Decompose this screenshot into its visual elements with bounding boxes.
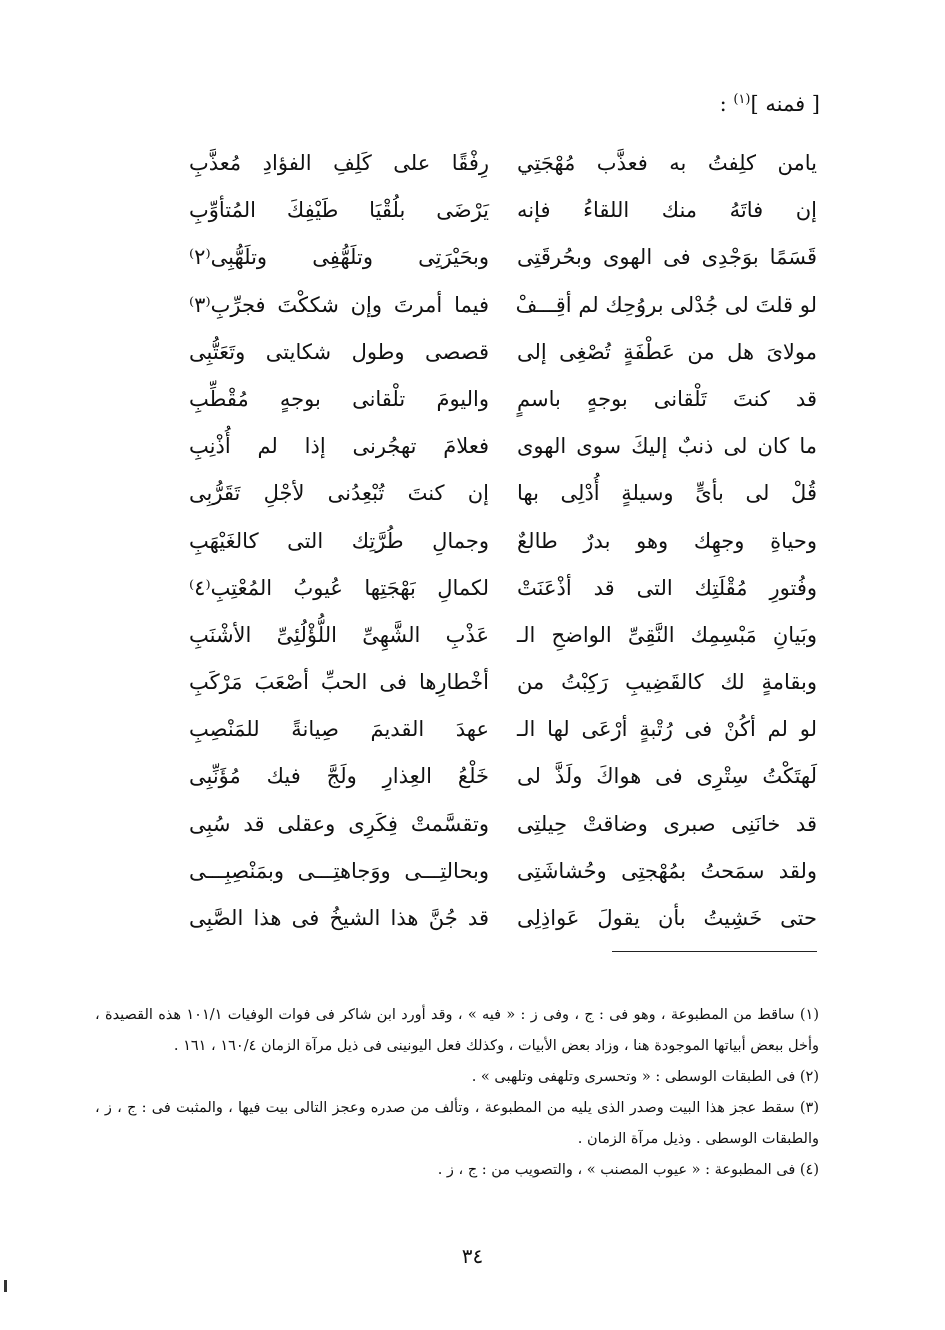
verse-second-hemistich: أخْطارِها فى الحبِّ أصْعَبَ مَرْكَبِ (189, 670, 489, 695)
scan-edge-mark (4, 1280, 7, 1292)
verse-first-hemistich: حتى خَشِيتُ بأن يقولَ عَواذِلِى (517, 906, 817, 930)
verse (0, 753, 945, 800)
verse-second-hemistich: عَذْبِ الشَّهِىِّ اللُّؤْلُئِىِّ الأشْنَبِ (189, 622, 489, 647)
verse-first-hemistich: قَسَمًا بوَجْدِى فى الهوى وبحُرقَتِى (517, 245, 817, 270)
verse (0, 140, 945, 187)
verse-second-hemistich: إن كنتَ تُبْعِدُنى لأجْلِ تَقَرُّبِى (189, 481, 489, 506)
verse (0, 848, 945, 895)
verse-second-hemistich: رِفْقًا على كَلِفِ الفؤادِ مُعذَّبِ (189, 151, 489, 175)
verse (0, 329, 945, 376)
verse (0, 234, 945, 281)
verse (0, 565, 945, 612)
verse-first-hemistich: لو قلتَ لى جُدْلى بروُحِك لم أقِـــفْ (515, 292, 817, 317)
verse-first-hemistich: يامن كلِفتُ به فعذَّب مُهْجَتِي (517, 151, 817, 175)
footnote: (٤) فى المطبوعة : « عيوب المصنب » ، والتصويب من : ج ، ز . (437, 1162, 819, 1178)
verse (0, 282, 945, 329)
verse-first-hemistich: قد خانَنِى صبرى وضاقتْ حِيلتِى (517, 811, 817, 836)
poem (0, 140, 945, 942)
verse-second-hemistich: قد جُنَّ هذا الشيخُ فى هذا الصَّبِى (189, 906, 489, 930)
verse-first-hemistich: إن فاتَهُ منك اللقاءُ فإنه (517, 198, 817, 223)
verse-second-hemistich: وبحالتِـــى ووَجاهتِـــى وبمَنْصِبِـــى (189, 858, 489, 883)
verse-second-hemistich: وبحَيْرَتِى وتلَهُّفِى وتلَهُّبِى⁽٢⁾ (189, 245, 489, 270)
verse (0, 801, 945, 848)
page-number: ٣٤ (461, 1244, 484, 1268)
section-intro (720, 92, 820, 116)
verse-second-hemistich: وتقسَّمتْ فِكَرِى وعقلى قد سُبِى (189, 811, 489, 836)
intro-note-ref: (١) (733, 92, 751, 107)
intro-text: [ فمنه ] (750, 92, 820, 116)
verse-first-hemistich: قُلْ لى بأىٍّ وسيلةٍ أُدْلِى بها (517, 481, 817, 506)
verse-first-hemistich: مولاىَ هل من عَطْفَةٍ تُصْغِى إلى (517, 339, 817, 364)
verse (0, 612, 945, 659)
verse (0, 376, 945, 423)
verse-second-hemistich: يَرْضَى بلُقْيَا طَيْفِكَ المُتأوِّبِ (189, 198, 489, 223)
verse-first-hemistich: ولقد سمَحتُ بمُهْجتِى وحُشاشَتِى (517, 858, 817, 883)
verse-first-hemistich: وحياةِ وجهِك وهو بدرٌ طالعٌ (517, 528, 817, 553)
verse-second-hemistich: لكمالِ بَهْجَتِها عُيوبُ المُعْتِبِ⁽٤⁾ (189, 575, 489, 600)
verse (0, 895, 945, 942)
footnote: (٣) سقط عجز هذا البيت وصدر الذى يليه من المطبوعة ، وتألف من صدره وعجز التالى بيت فيها ، والمثبت فى : ج ، ز ، والطبقات الوسطى . وذيل مرآة الزمان . (95, 1100, 819, 1147)
footnotes (95, 1000, 819, 1186)
intro-colon: : (719, 92, 727, 116)
verse-second-hemistich: وجمالِ طُرَّتِك التى كالغَيْهَبِ (189, 528, 489, 553)
verse-first-hemistich: قد كنتَ تَلْقانى بوجهٍ باسمٍ (517, 386, 817, 411)
verse (0, 706, 945, 753)
verse-first-hemistich: وبقامةٍ لك كالقَضِيبِ رَكِبْتُ من (517, 670, 817, 695)
verse-second-hemistich: فعلامَ تهجُرنى إذا لم أُذْنِبِ (189, 434, 489, 459)
verse (0, 423, 945, 470)
footnote: (٢) فى الطبقات الوسطى : « وتحسرى وتلهفى وتلهبى » . (471, 1069, 819, 1085)
verse-first-hemistich: ما كان لى ذنبٌ إليكَ سوى الهوى (517, 434, 817, 459)
verse-second-hemistich: فيما أمرتَ وإن شككْتَ فجرِّبِ⁽٣⁾ (189, 292, 489, 317)
footnote-separator (612, 951, 817, 952)
verse (0, 518, 945, 565)
verse-first-hemistich: لو لم أكُنْ فى رُتْبةٍ أرْعَى لها الـ (517, 717, 817, 742)
verse-first-hemistich: وفُتورِ مُقْلَتِك التى قد أذْعَنَتْ (517, 575, 817, 600)
verse-second-hemistich: عهدَ القديمَ صِيانةً للمَنْصِبِ (189, 717, 489, 742)
verse (0, 187, 945, 234)
verse-second-hemistich: خَلْعُ العِذارِ ولَجَّ فيك مُؤَنِّبِى (189, 764, 489, 789)
footnote: (١) ساقط من المطبوعة ، وهو فى : ج ، وفى ز : « فيه » ، وقد أورد ابن شاكر فى فوات الوفيات ١٠١/١ هذه القصيدة ، وأخل ببعض أبياتها الموجودة هنا ، وزاد بعض الأبيات ، وكذلك فعل اليونينى فى ذيل مرآة الزمان ١٦٠/٤ ، ١٦١ . (95, 1007, 819, 1054)
verse-second-hemistich: واليومَ تلْقانى بوجهٍ مُقْطِّبِ (189, 386, 489, 411)
verse-first-hemistich: وبَيانِ مَبْسِمِك النَّقِىِّ الواضحِ الـ (517, 622, 817, 647)
verse-first-hemistich: لَهتَكْتُ سِتْرِى فى هواكَ ولَذَّ لى (517, 764, 817, 789)
verse (0, 659, 945, 706)
verse (0, 470, 945, 517)
verse-second-hemistich: قصصى وطول شكايتى وتَعَتُّبِى (189, 339, 489, 364)
